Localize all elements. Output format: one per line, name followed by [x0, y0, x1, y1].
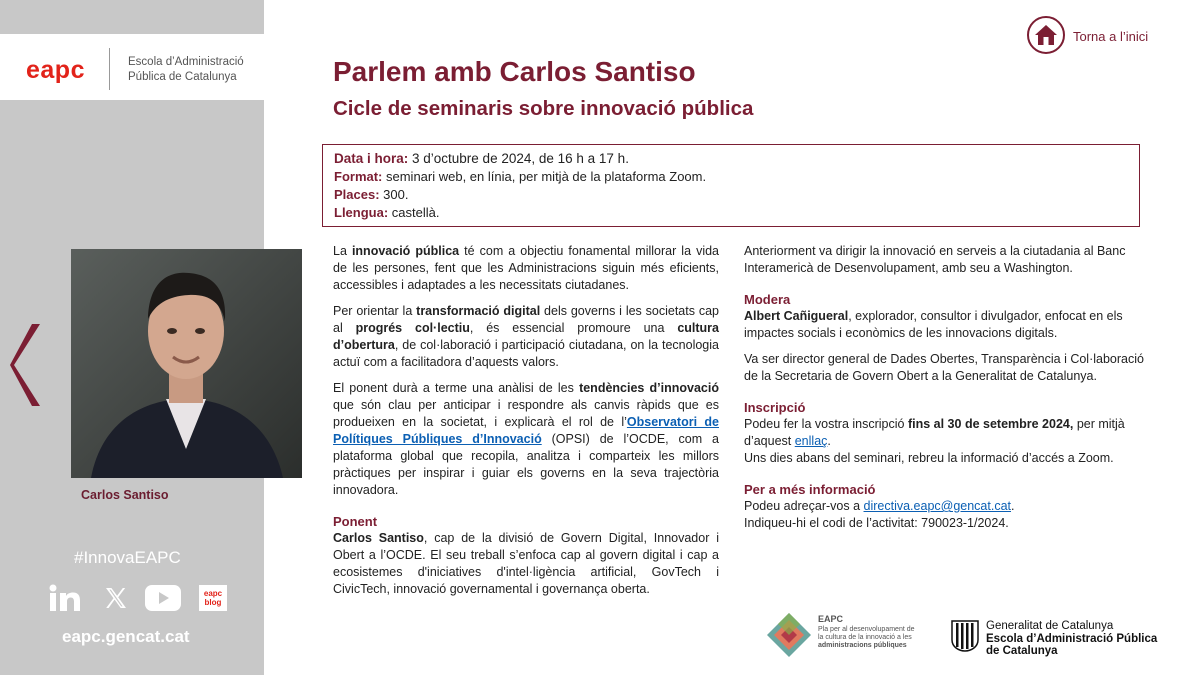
text: , explorador, consultor i divulgador, enfocat en els impactes socials i econòmics de les innovacions digitals. — [744, 309, 1123, 340]
text: , és essencial promoure una — [469, 321, 678, 335]
ponent-paragraph — [333, 530, 719, 598]
registration-link[interactable]: enllaç — [794, 434, 828, 448]
text: . — [827, 434, 831, 448]
innovation-plan-logo-icon — [766, 612, 812, 658]
modera-heading: Modera — [744, 292, 791, 307]
generalitat-line-3: de Catalunya — [986, 645, 1058, 657]
info-format — [334, 168, 1128, 186]
text-bold: fins al 30 de setembre 2024, — [907, 417, 1074, 431]
text: . — [1011, 499, 1015, 513]
home-button[interactable] — [1027, 16, 1065, 54]
sidebar — [0, 0, 264, 675]
page-title: Parlem amb Carlos Santiso — [333, 56, 696, 87]
logo-divider — [109, 48, 110, 90]
text-bold: cultura d’obertura — [333, 321, 719, 352]
blog-label-top: eapc — [203, 589, 223, 598]
text: dels governs i les societats cap al — [333, 304, 719, 335]
info-format-label: Format: — [334, 169, 383, 184]
info-date-label: Data i hora: — [334, 151, 409, 166]
x-icon[interactable] — [102, 582, 130, 614]
text: , cap de la divisió de Govern Digital, Innovador i Obert a l’OCDE. El seu treball s’enfoca cap al govern digital i cap a ecosistemes d'iniciatives d'intel·ligència artificial, GovTech i CivicTech, innovació governamental i governança oberta. — [333, 531, 719, 596]
innovation-plan-line-1: Pla per al desenvolupament de — [818, 626, 915, 633]
ponent-name: Carlos Santiso — [333, 531, 424, 545]
text: Podeu fer la vostra inscripció — [744, 417, 908, 431]
eapc-logo-text — [128, 55, 244, 85]
transformation-paragraph — [333, 303, 719, 371]
generalitat-line-1: Generalitat de Catalunya — [986, 620, 1114, 632]
home-link[interactable]: Torna a l’inici — [1073, 29, 1149, 44]
generalitat-logo-text — [986, 620, 1157, 658]
moderator-name: Albert Cañigueral — [744, 309, 849, 323]
innovation-plan-line-2: la cultura de la innovació a les — [818, 634, 912, 641]
inscripcio-heading: Inscripció — [744, 400, 806, 415]
innovation-plan-title: EAPC — [818, 614, 844, 624]
blog-label-bottom: blog — [204, 598, 222, 607]
info-heading: Per a més informació — [744, 482, 876, 497]
inscripcio-paragraph — [744, 416, 1144, 450]
inscripcio-paragraph-2: Uns dies abans del seminari, rebreu la informació d’accés a Zoom. — [744, 451, 1114, 465]
ponent-heading: Ponent — [333, 514, 378, 529]
page-subtitle: Cicle de seminaris sobre innovació pública — [333, 97, 754, 120]
site-url-link[interactable]: eapc.gencat.cat — [62, 627, 190, 646]
info-places-value: 300. — [379, 187, 409, 202]
modera-paragraph — [744, 308, 1144, 342]
email-link[interactable]: directiva.eapc@gencat.cat — [863, 499, 1012, 513]
hashtag: #InnovaEAPC — [74, 548, 181, 567]
details-column — [744, 243, 1144, 541]
youtube-icon[interactable] — [144, 582, 182, 614]
text-bold: innovació pública — [351, 244, 460, 258]
previous-role-paragraph: Anteriorment va dirigir la innovació en serveis a la ciutadania al Banc Interamericà de Desenvolupament, amb seu a Washington. — [744, 244, 1126, 275]
text-bold: transformació digital — [416, 304, 541, 318]
event-info-box — [322, 144, 1140, 227]
photo-caption: Carlos Santiso — [81, 488, 169, 502]
blog-icon[interactable] — [199, 585, 227, 611]
text: que són clau per anticipar i respondre als canvis ràpids que es produeixen en la societat, i explicarà el rol de l’ — [333, 398, 719, 429]
text: per mitjà d’aquest — [744, 417, 1125, 448]
innovation-plan-text — [818, 626, 938, 650]
text: Podeu adreçar-vos a — [744, 499, 864, 513]
home-icon — [1034, 24, 1058, 46]
text: , de col·laboració i participació ciutadana, on la tecnologia actuï com a facilitadora d’aquests valors. — [333, 338, 719, 369]
info-language — [334, 204, 1128, 222]
trends-paragraph — [333, 380, 719, 499]
generalitat-emblem-icon — [951, 620, 979, 652]
generalitat-line-2: Escola d’Administració Pública — [986, 632, 1158, 645]
logo-line-1: Escola d’Administració — [128, 56, 244, 68]
info-language-value: castellà. — [388, 205, 440, 220]
text: La — [333, 244, 352, 258]
opsi-link[interactable]: Observatori de Polítiques Públiques d’Innovació — [333, 415, 719, 446]
chevron-left-icon[interactable] — [10, 322, 44, 408]
eapc-logo-mark: eapc — [26, 56, 85, 84]
info-format-value: seminari web, en línia, per mitjà de la plataforma Zoom. — [382, 169, 707, 184]
eapc-logo[interactable] — [0, 34, 264, 100]
description-column — [333, 243, 719, 607]
info-date-value: 3 d’octubre de 2024, de 16 h a 17 h. — [408, 151, 629, 166]
text: (OPSI) de l’OCDE, com a plataforma global que recopila, analitza i comparteix les millors pràctiques per inspirar i guiar els governs en la seva trajectòria innovadora. — [333, 432, 719, 497]
text: El ponent durà a terme una anàlisi de les — [333, 381, 580, 395]
text-bold: progrés col·lectiu — [355, 321, 470, 335]
linkedin-icon[interactable] — [48, 582, 82, 614]
info-places — [334, 186, 1128, 204]
info-paragraph — [744, 498, 1144, 515]
innovation-plan-line-3: administracions públiques — [818, 642, 907, 649]
text: Per orientar la — [333, 304, 417, 318]
info-language-label: Llengua: — [334, 205, 389, 220]
intro-paragraph — [333, 243, 719, 294]
info-date — [334, 150, 1128, 168]
info-places-label: Places: — [334, 187, 380, 202]
info-paragraph-2: Indiqueu-hi el codi de l’activitat: 790023-1/2024. — [744, 516, 1009, 530]
text: té com a objectiu fonamental millorar la vida de les persones, fent que les Administracions siguin més eficients, accessibles i adaptades a les necessitats ciutadanes. — [333, 244, 719, 292]
speaker-photo — [71, 249, 302, 478]
text-bold: tendències d’innovació — [579, 381, 719, 395]
logo-line-2: Pública de Catalunya — [128, 71, 237, 83]
modera-paragraph-2: Va ser director general de Dades Obertes, Transparència i Col·laboració de la Secretaria de Govern Obert a la Generalitat de Catalunya. — [744, 352, 1144, 383]
